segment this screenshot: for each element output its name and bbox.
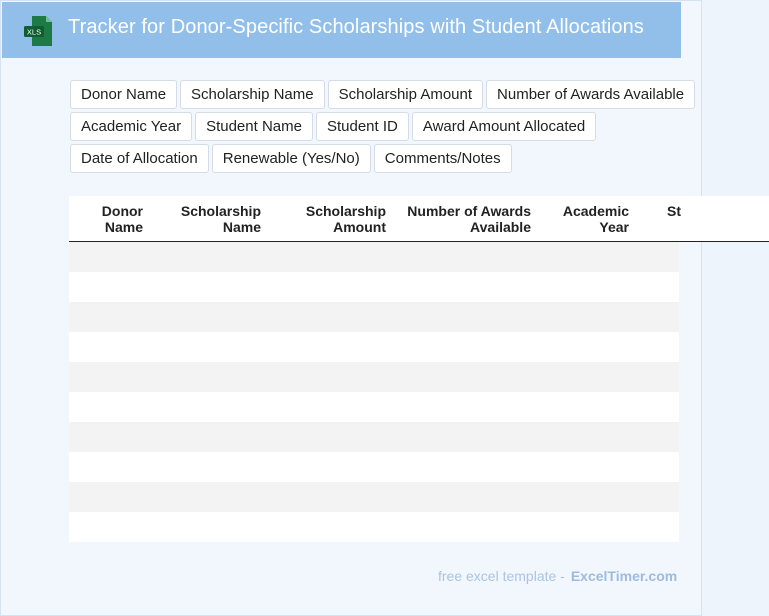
table-body [69,242,679,542]
table-row[interactable] [69,512,679,542]
xls-icon-label: XLS [26,27,42,37]
column-header-academic-year[interactable]: Academic Year [562,203,629,235]
field-chip-donor-name[interactable]: Donor Name [70,80,177,109]
table-row[interactable] [69,482,679,512]
field-chip-list [70,80,700,176]
table-header-row [69,196,769,242]
field-chip-comments-notes[interactable]: Comments/Notes [374,144,512,173]
page-title: Tracker for Donor-Specific Scholarships with Student Allocations [68,16,644,38]
column-header-scholarship-name[interactable]: Scholarship Name [180,203,261,235]
field-chip-date-of-allocation[interactable]: Date of Allocation [70,144,209,173]
tracker-table[interactable] [69,196,679,542]
table-row[interactable] [69,272,679,302]
field-chip-renewable[interactable]: Renewable (Yes/No) [212,144,371,173]
field-chip-row [70,112,700,141]
field-chip-student-id[interactable]: Student ID [316,112,409,141]
table-row[interactable] [69,392,679,422]
footer-brand-link[interactable]: ExcelTimer.com [570,568,678,584]
column-header-number-of-awards[interactable]: Number of Awards Available [407,203,531,235]
field-chip-award-amount-allocated[interactable]: Award Amount Allocated [412,112,596,141]
field-chip-row [70,144,700,173]
field-chip-scholarship-amount[interactable]: Scholarship Amount [328,80,483,109]
field-chip-row [70,80,700,109]
column-header-student-name[interactable]: St [667,203,681,219]
footer-text: free excel template - [438,568,565,584]
table-row[interactable] [69,422,679,452]
table-row[interactable] [69,332,679,362]
column-header-scholarship-amount[interactable]: Scholarship Amount [305,203,386,235]
title-bar [2,2,681,58]
field-chip-number-of-awards[interactable]: Number of Awards Available [486,80,695,109]
field-chip-academic-year[interactable]: Academic Year [70,112,192,141]
table-row[interactable] [69,362,679,392]
table-row[interactable] [69,302,679,332]
field-chip-scholarship-name[interactable]: Scholarship Name [180,80,325,109]
table-row[interactable] [69,242,679,272]
column-header-donor-name[interactable]: Donor Name [101,203,143,235]
xls-file-icon [24,16,52,46]
field-chip-student-name[interactable]: Student Name [195,112,313,141]
footer-credit [438,568,677,584]
table-row[interactable] [69,452,679,482]
